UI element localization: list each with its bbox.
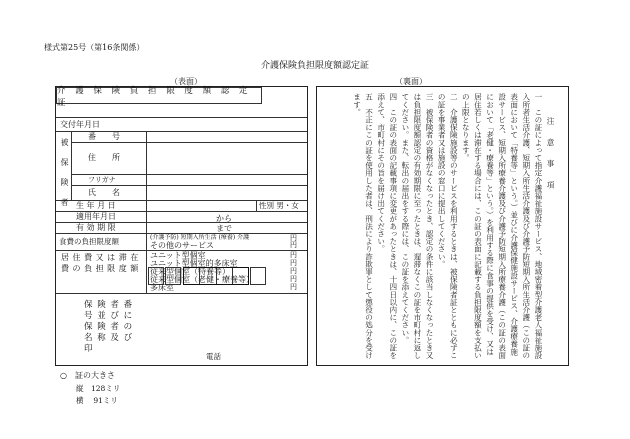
note-2: 二 介護保険施設等のサービスを利用するときは、被保険者証とともに必ずこの証を事業者又は施設の窓口に提出してください。 bbox=[437, 93, 459, 359]
applicable-date-label: 適用年月日 bbox=[76, 212, 116, 221]
from-text: から bbox=[216, 214, 232, 223]
room-cost-section-label: 居 住 費 又 は 滞 在 費 の 負 担 限 度 額 bbox=[61, 253, 139, 273]
insured-section-label: 被保険者 bbox=[60, 138, 69, 218]
room-multi: 多床室 bbox=[150, 283, 174, 292]
card-width: 横 91ミリ bbox=[76, 396, 118, 405]
insurer-section-label: 保 険 者 番 号 並 び に 保 険 者 の 名 称 及 び 印 bbox=[84, 300, 134, 354]
note-5: 五 不正にこの証を使用した者は、刑法により詐欺罪として懲役の処分を受けます。 bbox=[352, 93, 374, 359]
front-card bbox=[55, 86, 308, 366]
form-number: 様式第25号（第16条関係） bbox=[44, 43, 145, 52]
front-side-label: （表面） bbox=[170, 77, 202, 86]
gender-label: 性別 男・女 bbox=[259, 201, 299, 210]
number-label: 番 号 bbox=[88, 132, 120, 141]
phone-label: 電話 bbox=[206, 352, 221, 361]
yen-label: 円 bbox=[290, 267, 297, 275]
insurer-number-box bbox=[148, 267, 164, 285]
notes-heading: 注 意 事 項 bbox=[546, 117, 555, 192]
to-text: まで bbox=[216, 224, 232, 233]
back-side-label: （裏面） bbox=[395, 77, 427, 86]
other-services-label: その他のサービス bbox=[150, 241, 214, 250]
back-card bbox=[316, 86, 569, 366]
note-1: 一 この証によって指定介護福祉施設サービス、地域密着型介護老人福祉施設入所者生活介護、短期入所生活介護及び介護予防短期入所生活介護（この証の表面において「特養等」という。）並びに介護保健施設サービス、介護療養施設サービス、短期入所療養介護及び介護予防短期入所療養介護（この証の表面において「老健・療養等」という。）を利用する際に食事の提供を受け、又は居住若しくは滞在する場合には、この証の表面に記載する負担限度額を支払いの上限となります。 bbox=[461, 93, 543, 359]
service-types-label: (介護予防) 短期入所生活 (療養) 介護 bbox=[150, 234, 250, 241]
yen-label: 円 bbox=[290, 259, 297, 267]
card-height: 縦 128ミリ bbox=[76, 384, 121, 393]
room-conventional-special: 従来型個室（特養等） bbox=[150, 267, 230, 276]
birth-date-label: 生 年 月 日 bbox=[76, 201, 116, 210]
note-4: 四 この証の表面の記載事項に変更があったときは、十四日以内に、この証を添えて、市町村にその旨を届け出てください。 bbox=[376, 93, 398, 359]
document-title: 介護保険負担限度額認定証 bbox=[260, 61, 369, 71]
room-unit-semi: ユニット型個室的多床室 bbox=[150, 259, 238, 268]
card-size-heading: ○ 証の大きさ bbox=[60, 371, 115, 380]
note-3: 三 被保険者の資格がなくなったとき、認定の条件に該当しなくなったとき又は負担限度額認定の有効期限に至ったときは、遅滞なくこの証を市町村に返してください。また、転出の届出をする際には、この証を添えてください。 bbox=[400, 93, 435, 359]
address-label: 住 所 bbox=[88, 153, 120, 162]
yen-label: 円 bbox=[290, 283, 297, 291]
furigana-label: フリガナ bbox=[88, 176, 116, 184]
yen-label: 円 bbox=[290, 234, 297, 242]
issue-date-label: 交付年月日 bbox=[60, 120, 100, 129]
yen-label: 円 bbox=[290, 241, 297, 249]
insurer-number-box bbox=[165, 267, 181, 285]
room-unit-private: ユニット型個室 bbox=[150, 251, 206, 260]
insurer-number-box bbox=[250, 267, 266, 285]
yen-label: 円 bbox=[290, 251, 297, 259]
valid-until-label: 有 効 期 限 bbox=[76, 223, 116, 232]
card-title: 介 護 保 険 負 担 限 度 額 認 定 証 bbox=[56, 87, 262, 104]
name-label: 氏 名 bbox=[88, 188, 120, 197]
room-conventional-elderly: 従来型個室（老健・療養等） bbox=[150, 275, 254, 284]
notes-text bbox=[350, 93, 556, 361]
yen-label: 円 bbox=[290, 275, 297, 283]
food-limit-label: 食費の負担限度額 bbox=[59, 237, 119, 246]
